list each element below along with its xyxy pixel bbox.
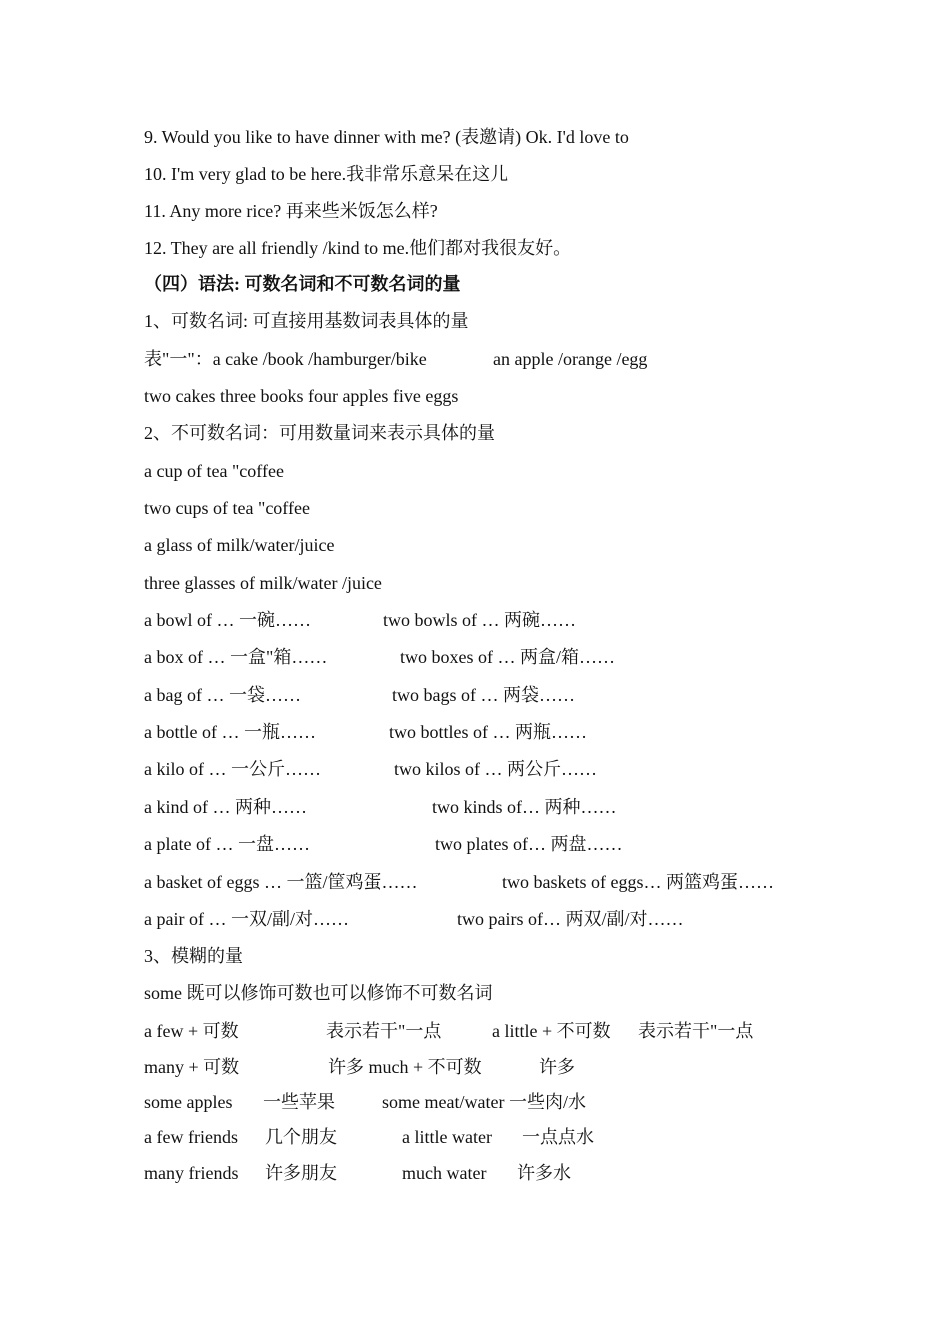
- example-en: some apples: [144, 1092, 233, 1112]
- many-much-text: 许多 much + 不可数: [328, 1057, 482, 1077]
- example-en: much water: [402, 1163, 487, 1183]
- many-label: many + 可数: [144, 1057, 240, 1077]
- measure-plural: two kilos of … 两公斤……: [394, 759, 598, 779]
- example-zh: 许多朋友: [265, 1163, 337, 1183]
- measure-plural: two bowls of … 两碗……: [383, 610, 576, 630]
- sentence-11: 11. Any more rice? 再来些米饭怎么样?: [144, 201, 438, 221]
- uncountable-line: a cup of tea "coffee: [144, 461, 284, 481]
- measure-pair-row: [144, 832, 904, 856]
- measure-singular: a kilo of … 一公斤……: [144, 759, 321, 779]
- example-en-zh: some meat/water 一些肉/水: [382, 1092, 586, 1112]
- uncountable-line: two cups of tea "coffee: [144, 498, 310, 518]
- measure-plural: two bottles of … 两瓶……: [389, 722, 587, 742]
- example-row: [144, 1090, 904, 1114]
- example-en: a few friends: [144, 1127, 238, 1147]
- uncountable-line: a glass of milk/water/juice: [144, 535, 335, 555]
- measure-singular: a basket of eggs … 一篮/筐鸡蛋……: [144, 872, 418, 892]
- countable-one-row: [144, 347, 904, 371]
- little-label: a little + 不可数: [492, 1021, 611, 1041]
- measure-plural: two plates of… 两盘……: [435, 834, 623, 854]
- countable-plural: two cakes three books four apples five eggs: [144, 386, 459, 406]
- example-row: [144, 1125, 904, 1149]
- few-meaning: 表示若干"一点: [326, 1021, 442, 1041]
- measure-singular: a bowl of … 一碗……: [144, 610, 311, 630]
- measure-singular: a pair of … 一双/副/对……: [144, 909, 349, 929]
- measure-singular: a kind of … 两种……: [144, 797, 307, 817]
- example-zh: 几个朋友: [265, 1127, 337, 1147]
- countable-one-b: an apple /orange /egg: [493, 349, 648, 369]
- measure-singular: a box of … 一盒"箱……: [144, 647, 328, 667]
- measure-pair-row: [144, 795, 904, 819]
- example-row: [144, 1161, 904, 1185]
- measure-plural: two pairs of… 两双/副/对……: [457, 909, 684, 929]
- measure-pair-row: [144, 645, 904, 669]
- measure-plural: two boxes of … 两盒/箱……: [400, 647, 615, 667]
- section-title: （四）语法: 可数名词和不可数名词的量: [144, 274, 461, 294]
- example-zh: 许多水: [517, 1163, 571, 1183]
- example-en: a little water: [402, 1127, 492, 1147]
- sentence-10: 10. I'm very glad to be here.我非常乐意呆在这儿: [144, 164, 509, 184]
- measure-pair-row: [144, 608, 904, 632]
- sentence-12: 12. They are all friendly /kind to me.他们都对我很友好。: [144, 238, 572, 258]
- much-meaning: 许多: [539, 1057, 575, 1077]
- example-zh: 一点点水: [522, 1127, 594, 1147]
- uncountable-heading: 2、不可数名词：可用数量词来表示具体的量: [144, 423, 495, 443]
- countable-one-a: 表"一"：a cake /book /hamburger/bike: [144, 349, 427, 369]
- measure-plural: two kinds of… 两种……: [432, 797, 617, 817]
- measure-singular: a plate of … 一盘……: [144, 834, 310, 854]
- vague-some-line: some 既可以修饰可数也可以修饰不可数名词: [144, 983, 493, 1003]
- uncountable-line: three glasses of milk/water /juice: [144, 573, 382, 593]
- measure-plural: two bags of … 两袋……: [392, 685, 575, 705]
- measure-singular: a bottle of … 一瓶……: [144, 722, 316, 742]
- sentence-9: 9. Would you like to have dinner with me? (表邀请) Ok. I'd love to: [144, 127, 629, 147]
- measure-pair-row: [144, 720, 904, 744]
- measure-pair-row: [144, 757, 904, 781]
- example-en: many friends: [144, 1163, 239, 1183]
- few-label: a few + 可数: [144, 1021, 239, 1041]
- measure-pair-row: [144, 907, 904, 931]
- countable-heading: 1、可数名词: 可直接用基数词表具体的量: [144, 311, 469, 331]
- measure-pair-row: [144, 870, 904, 894]
- many-much-row: [144, 1055, 904, 1079]
- measure-pair-row: [144, 683, 904, 707]
- measure-singular: a bag of … 一袋……: [144, 685, 301, 705]
- vague-heading: 3、模糊的量: [144, 946, 243, 966]
- few-little-row: [144, 1019, 904, 1043]
- little-meaning: 表示若干"一点: [638, 1021, 754, 1041]
- measure-plural: two baskets of eggs… 两篮鸡蛋……: [502, 872, 774, 892]
- example-zh: 一些苹果: [263, 1092, 335, 1112]
